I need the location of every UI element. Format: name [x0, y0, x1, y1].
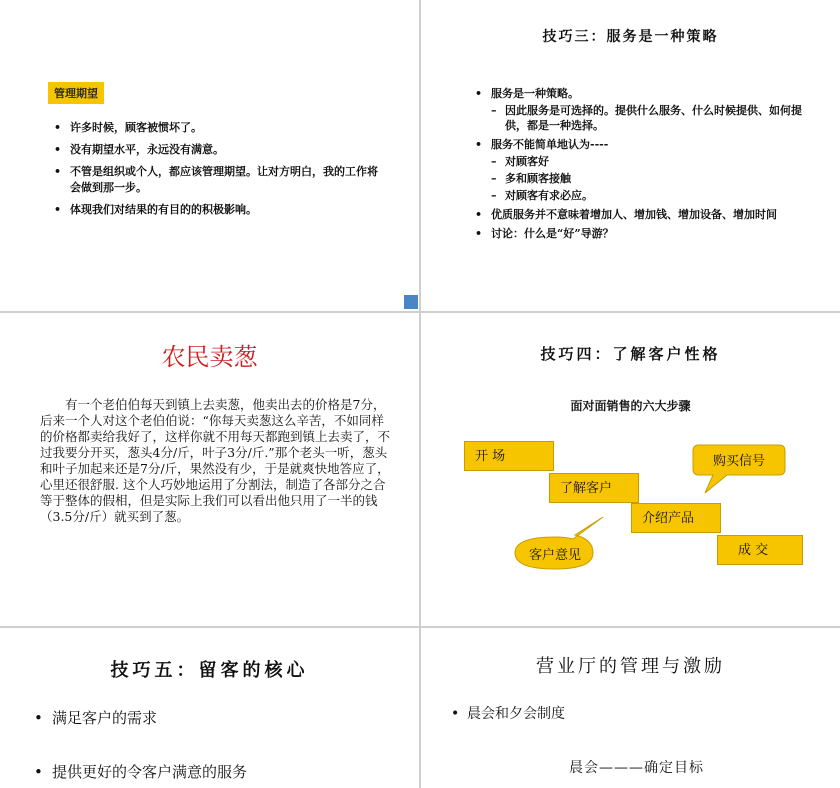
slide-customer-personality[interactable]	[421, 313, 840, 626]
divider-horizontal	[0, 311, 840, 313]
list-item: • 讨论：什么是“好”导游？	[473, 226, 813, 241]
blue-square-marker	[404, 295, 418, 309]
slide-subtitle: 面对面销售的六大步骤	[570, 399, 691, 413]
list-subitem: – 因此服务是可选择的。提供什么服务、什么时候提供、如何提供，都是一种选择。	[473, 103, 813, 133]
step-box: 开 场	[464, 441, 554, 471]
bullet-list	[449, 704, 565, 724]
speech-bubble-buy-signal	[689, 441, 789, 497]
list-item: • 没有期望水平，永远没有满意。	[52, 142, 382, 158]
bullet-list	[52, 120, 382, 224]
divider-vertical	[419, 0, 421, 788]
speech-bubble-customer-opinion	[503, 513, 613, 573]
bubble-label: 客户意见	[528, 548, 582, 563]
list-item: • 不管是组织或个人，都应该管理期望。让对方明白，我的工作将会做到那一步。	[52, 164, 382, 196]
list-item: • 服务是一种策略。	[473, 86, 813, 101]
list-item: • 服务不能简单地认为----	[473, 137, 813, 152]
slide-title: 农民卖葱	[161, 343, 258, 371]
bubble-label: 购买信号	[712, 454, 766, 469]
slide-title: 技巧四：了解客户性格	[540, 345, 721, 363]
list-item: • 优质服务并不意味着增加人、增加钱、增加设备、增加时间	[473, 207, 813, 222]
step-box: 成 交	[717, 535, 803, 565]
step-box: 了解客户	[549, 473, 639, 503]
list-item: • 晨会和夕会制度	[449, 704, 565, 724]
bullet-list	[473, 82, 813, 241]
slide-farmer-story[interactable]	[0, 313, 419, 626]
story-paragraph: 有一个老伯伯每天到镇上去卖葱，他卖出去的价格是7分，后来一个人对这个老伯伯说：“你每天卖葱这么辛苦，不如同样的价格都卖给我好了，这样你就不用每天都跑到镇上去卖了，不过我要分开买，葱头4分/斤，叶子3分/斤.”那个老头一听，葱头和叶子加起来还是7分/斤，果然没有少，于是就爽快地答应了，心里还很舒服. 这个人巧妙地运用了分割法，制造了各部分之合等于整体的假相，但是实际上我们可以看出他只用了一半的钱（3.5分/斤）就买到了葱。	[40, 397, 391, 524]
slide-tag: 管理期望	[48, 82, 104, 104]
slide-manage-expectations[interactable]	[0, 0, 419, 311]
slide-title: 营业厅的管理与激励	[536, 656, 725, 677]
slide-title: 技巧五：留客的核心	[110, 660, 309, 681]
list-item: • 体现我们对结果的有目的的积极影响。	[52, 202, 382, 218]
slide-title: 技巧三：服务是一种策略	[542, 29, 719, 45]
list-item: • 许多时候，顾客被惯坏了。	[52, 120, 382, 136]
slide-retention-core[interactable]	[0, 628, 419, 788]
slide-service-strategy[interactable]	[421, 0, 840, 311]
list-subitem: – 对顾客好	[473, 154, 813, 169]
slide-hall-management[interactable]	[421, 628, 840, 788]
sub-heading: 晨会———确定目标	[569, 760, 704, 776]
divider-horizontal	[0, 626, 840, 628]
list-item: • 满足客户的需求	[32, 708, 247, 728]
list-subitem: – 多和顾客接触	[473, 171, 813, 186]
bullet-list	[32, 708, 247, 788]
list-subitem: – 对顾客有求必应。	[473, 188, 813, 203]
list-item: • 提供更好的令客户满意的服务	[32, 762, 247, 782]
step-box: 介绍产品	[631, 503, 721, 533]
